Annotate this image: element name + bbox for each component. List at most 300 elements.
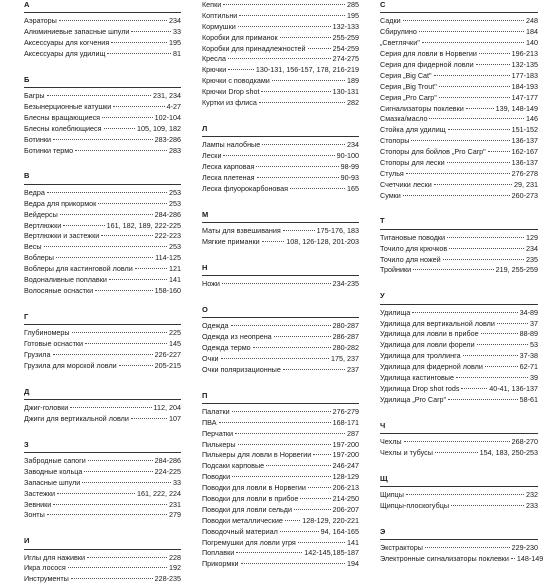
entry-pages: 225 (169, 328, 181, 338)
index-entry (380, 82, 538, 93)
entry-name: Стулья (380, 168, 404, 178)
dot-leader (280, 37, 331, 38)
index-entry (202, 87, 359, 98)
dot-leader (238, 444, 331, 445)
section-letter: Л (202, 123, 208, 133)
dot-leader (257, 177, 339, 178)
dot-leader (219, 422, 331, 423)
index-entry (202, 226, 359, 237)
index-section (380, 526, 544, 565)
entry-name: Инструменты (24, 574, 69, 584)
dot-leader (223, 4, 345, 5)
index-entry (202, 429, 359, 440)
index-entry (380, 158, 538, 169)
index-entry (202, 450, 359, 461)
entry-pages: 4-27 (166, 102, 181, 112)
dot-leader (85, 343, 167, 344)
dot-leader (98, 203, 167, 204)
entry-name: Подсаки карповые (202, 461, 265, 471)
entry-pages: 184-193 (511, 81, 538, 91)
entry-pages: 121 (169, 264, 181, 274)
entry-name: Титановые поводки (380, 232, 446, 242)
dot-leader (434, 184, 512, 185)
dot-leader (47, 95, 152, 96)
index-entry (24, 478, 181, 489)
dot-leader (477, 344, 528, 345)
index-section (380, 216, 538, 276)
entry-pages: 151-152 (511, 125, 538, 135)
index-entry (24, 489, 181, 500)
entry-name: Аксессуары для когчения (24, 38, 110, 48)
entry-pages: 136-137 (511, 136, 538, 146)
entry-name: Кормушки (202, 21, 236, 31)
entry-name: Серия „Big Cat" (380, 70, 432, 80)
section-divider (380, 304, 538, 305)
entry-pages: 253 (169, 187, 181, 197)
index-entry (202, 407, 359, 418)
dot-leader (403, 195, 510, 196)
section-letter: У (380, 291, 385, 301)
entry-name: Удилища „Pro Carp" (380, 394, 447, 404)
entry-pages: 184 (526, 27, 538, 37)
section-gap (380, 406, 538, 417)
index-entry (24, 275, 181, 286)
dot-leader (447, 162, 510, 163)
entry-pages: 255-259 (332, 32, 359, 42)
entry-pages: 148-149 (516, 553, 544, 563)
dot-leader (53, 504, 167, 505)
dot-leader (71, 578, 153, 579)
dot-leader (262, 241, 285, 242)
entry-name: Аксессуары для удилищ (24, 49, 106, 59)
entry-name: Мягкие приманки (202, 236, 260, 246)
index-entry (380, 448, 538, 459)
dot-leader (102, 117, 153, 118)
dot-leader (511, 558, 515, 559)
entry-name: Стопоры (380, 136, 410, 146)
section-gap (202, 248, 359, 259)
entry-name: Щипцы-плоскогубцы (380, 500, 449, 510)
index-section (202, 305, 359, 376)
entry-name: Смазка/масло (380, 114, 428, 124)
entry-name: Кепки (202, 0, 222, 9)
dot-leader (68, 567, 167, 568)
dot-leader (111, 42, 167, 43)
entry-name: Пилькеры (202, 439, 236, 449)
dot-leader (56, 257, 153, 258)
section-gap (202, 109, 359, 120)
dot-leader (261, 91, 330, 92)
dot-leader (95, 290, 152, 291)
index-entry (24, 350, 181, 361)
index-entry (202, 54, 359, 65)
entry-pages: 168-171 (332, 417, 359, 427)
index-entry (202, 151, 359, 162)
entry-pages: 279 (169, 510, 181, 520)
entry-name: Блесны колеблющиеся (24, 123, 102, 133)
dot-leader (476, 64, 510, 65)
section-letter: И (24, 536, 30, 546)
entry-name: Зонты (24, 510, 45, 520)
index-entry (24, 500, 181, 511)
dot-leader (101, 235, 152, 236)
entry-pages: 253 (169, 198, 181, 208)
entry-name: Удилища (380, 307, 411, 317)
entry-pages: 194 (347, 559, 359, 569)
index-entry (202, 418, 359, 429)
dot-leader (283, 369, 345, 370)
dot-leader (241, 563, 346, 564)
entry-name: Грузила для морской ловли (24, 360, 117, 370)
entry-name: Леска флуорокарбоновая (202, 183, 289, 193)
index-entry (202, 494, 359, 505)
dot-leader (422, 42, 524, 43)
section-gap (202, 376, 359, 387)
entry-pages: 139, 148-149 (495, 103, 538, 113)
entry-pages: 130-131 (332, 87, 359, 97)
section-letter: Ч (380, 420, 386, 430)
entry-pages: 283-286 (154, 134, 181, 144)
entry-name: Безынерционные катушки (24, 102, 112, 112)
index-entry (24, 286, 181, 297)
dot-leader (413, 269, 493, 270)
entry-name: Коптильни (202, 10, 238, 20)
index-entry (380, 244, 538, 255)
dot-leader (131, 418, 167, 419)
entry-name: Сигнализаторы поклевки (380, 103, 464, 113)
index-section (380, 474, 538, 512)
dot-leader (485, 366, 518, 367)
dot-leader (463, 355, 518, 356)
index-entry (24, 264, 181, 275)
dot-leader (72, 332, 167, 333)
index-entry (380, 93, 538, 104)
entry-pages: 206-213 (332, 483, 359, 493)
index-section (24, 312, 181, 372)
entry-pages: 154, 183, 250-253 (479, 447, 538, 457)
dot-leader (272, 80, 345, 81)
index-entry (202, 559, 359, 570)
entry-pages: 112, 204 (153, 402, 181, 412)
section-letter: Н (202, 262, 208, 272)
index-section (24, 387, 181, 425)
entry-name: Глубиномеры (24, 328, 70, 338)
entry-name: Чехлы и тубусы (380, 447, 433, 457)
entry-name: Заводные кольца (24, 466, 83, 476)
entry-name: Прикормки (202, 559, 239, 569)
entry-pages: 219, 255-259 (495, 265, 538, 275)
dot-leader (84, 471, 152, 472)
dot-leader (313, 454, 330, 455)
dot-leader (406, 494, 524, 495)
entry-pages: 147-177 (511, 92, 538, 102)
entry-name: Счетчики лески (380, 179, 432, 189)
section-divider (24, 184, 181, 185)
entry-name: Грузила (24, 349, 51, 359)
dot-leader (280, 531, 319, 532)
dot-leader (429, 118, 524, 119)
index-entry (202, 354, 359, 365)
dot-leader (439, 86, 510, 87)
index-entry (380, 114, 538, 125)
entry-pages: 285 (347, 0, 359, 9)
section-divider (380, 12, 538, 13)
entry-pages: 37-38 (519, 351, 538, 361)
section-letter: Д (24, 386, 30, 396)
entry-name: Удилища для фидерной ловли (380, 362, 483, 372)
index-entry (202, 65, 359, 76)
entry-name: Ведра для прикормок (24, 198, 97, 208)
index-entry (202, 44, 359, 55)
entry-name: Джиги для вертикальной ловли (24, 413, 129, 423)
entry-name: ПВА (202, 417, 217, 427)
entry-name: Лески (202, 151, 222, 161)
entry-pages: 228 (169, 552, 181, 562)
dot-leader (232, 411, 331, 412)
dot-leader (232, 476, 331, 477)
entry-name: Удилища для ловли в прибое (380, 329, 479, 339)
index-entry (202, 505, 359, 516)
dot-leader (228, 58, 331, 59)
index-entry (24, 16, 181, 27)
dot-leader (300, 498, 330, 499)
section-letter: С (380, 0, 386, 9)
dot-leader (448, 129, 510, 130)
dot-leader (447, 237, 524, 238)
section-gap (380, 512, 538, 523)
entry-pages: 234 (347, 140, 359, 150)
index-section (202, 263, 359, 290)
index-section (202, 0, 359, 109)
dot-leader (231, 325, 331, 326)
index-entry (202, 527, 359, 538)
entry-pages: 189 (347, 76, 359, 86)
entry-pages: 128-129, 220-221 (302, 515, 359, 525)
entry-pages: 88-89 (519, 329, 538, 339)
entry-name: Поводки для ловли сельди (202, 504, 292, 514)
entry-pages: 175-176, 183 (316, 225, 359, 235)
index-entry (202, 461, 359, 472)
entry-name: Серия „Pro Carp" (380, 92, 437, 102)
index-entry (202, 538, 359, 549)
entry-name: Коробки для принадлежностей (202, 43, 306, 53)
section-gap (24, 157, 181, 168)
index-entry (24, 339, 181, 350)
dot-leader (466, 108, 494, 109)
entry-name: Одежда термо (202, 342, 251, 352)
entry-name: Поводочный материал (202, 526, 278, 536)
dot-leader (82, 482, 171, 483)
index-entry (380, 16, 538, 27)
index-section (380, 421, 538, 459)
entry-pages: 246-247 (332, 461, 359, 471)
entry-pages: 136-137 (511, 157, 538, 167)
entry-pages: 268-270 (511, 436, 538, 446)
entry-name: Удилища для вертикальной ловли (380, 318, 495, 328)
entry-pages: 287 (347, 428, 359, 438)
dot-leader (290, 188, 345, 189)
section-letter: Б (24, 74, 30, 84)
dot-leader (221, 358, 330, 359)
entry-pages: 53 (530, 340, 538, 350)
entry-pages: 62-71 (519, 362, 538, 372)
entry-pages: 94, 164-165 (320, 526, 359, 536)
section-divider (380, 486, 538, 487)
section-divider (380, 229, 538, 230)
index-section (24, 536, 181, 585)
entry-name: Ножи (202, 278, 220, 288)
entry-pages: 132-133 (332, 21, 359, 31)
index-entry (202, 11, 359, 22)
index-entry (380, 191, 538, 202)
section-gap (24, 425, 181, 436)
dot-leader (131, 31, 171, 32)
entry-pages: 33 (173, 477, 181, 487)
entry-name: Садки (380, 16, 401, 26)
index-entry (24, 146, 181, 157)
entry-name: Забродные сапоги (24, 455, 86, 465)
entry-name: Палатки (202, 406, 230, 416)
index-section (24, 440, 181, 522)
dot-leader (481, 333, 518, 334)
section-letter: Г (24, 311, 29, 321)
entry-pages: 229-230 (511, 543, 538, 553)
dot-leader (403, 20, 524, 21)
dot-leader (53, 139, 153, 140)
index-entry (380, 180, 538, 191)
entry-pages: 234 (526, 243, 538, 253)
dot-leader (448, 399, 518, 400)
entry-pages: 196-213 (511, 49, 538, 59)
index-entry (380, 340, 538, 351)
index-entry (380, 437, 538, 448)
entry-name: Лампы налобные (202, 140, 261, 150)
index-entry (380, 125, 538, 136)
section-gap (380, 276, 538, 287)
index-entry (380, 27, 538, 38)
entry-pages: 39 (530, 373, 538, 382)
entry-pages: 161, 182, 189, 222-225 (106, 220, 181, 230)
index-entry (202, 321, 359, 332)
dot-leader (253, 347, 331, 348)
dot-leader (497, 323, 528, 324)
entry-name: Удилища для ловли форели (380, 340, 475, 350)
entry-name: Сбирулино (380, 27, 417, 37)
dot-leader (435, 452, 478, 453)
entry-pages: 231 (169, 499, 181, 509)
entry-name: Чехлы (380, 436, 402, 446)
index-section (380, 291, 538, 405)
index-entry (24, 27, 181, 38)
entry-name: Вертлюжки и застежки (24, 231, 100, 241)
dot-leader (479, 53, 510, 54)
index-section (202, 391, 359, 571)
dot-leader (135, 268, 167, 269)
index-entry (380, 362, 538, 373)
index-entry (202, 365, 359, 376)
entry-pages: 132-135 (511, 59, 538, 69)
dot-leader (53, 354, 153, 355)
entry-name: Готовые оснастки (24, 338, 84, 348)
section-divider (380, 539, 538, 540)
entry-pages: 197-200 (332, 450, 359, 460)
dot-leader (235, 433, 345, 434)
index-entry (24, 113, 181, 124)
entry-pages: 130-131, 156-157, 178, 216-219 (255, 65, 359, 75)
entry-name: Стопоры для лески (380, 157, 445, 167)
index-entry (380, 255, 538, 266)
section-gap (24, 297, 181, 308)
entry-pages: 29, 231 (514, 179, 538, 189)
entry-pages: 206-207 (332, 504, 359, 514)
index-entry (24, 328, 181, 339)
index-column-2 (202, 0, 359, 570)
dot-leader (425, 547, 510, 548)
dot-leader (222, 283, 331, 284)
entry-pages: 195 (169, 38, 181, 48)
index-entry (380, 38, 538, 49)
index-entry (24, 414, 181, 425)
index-entry (202, 22, 359, 33)
index-section (202, 210, 359, 248)
dot-leader (449, 248, 524, 249)
index-entry (24, 199, 181, 210)
index-section (24, 171, 181, 296)
section-gap (380, 202, 538, 213)
index-entry (202, 472, 359, 483)
index-entry (24, 510, 181, 521)
dot-leader (266, 465, 330, 466)
entry-name: Очки поляризационные (202, 364, 281, 374)
section-divider (202, 275, 359, 276)
entry-pages: 224-225 (154, 466, 181, 476)
entry-name: Куртки из флиса (202, 98, 257, 108)
entry-pages: 237 (347, 364, 359, 374)
index-entry (380, 71, 538, 82)
section-divider (202, 317, 359, 318)
section-letter: О (202, 304, 208, 314)
index-entry (24, 49, 181, 60)
entry-name: Серия „Big Trout" (380, 81, 437, 91)
index-entry (380, 319, 538, 330)
dot-leader (228, 69, 254, 70)
index-entry (24, 38, 181, 49)
dot-leader (456, 377, 528, 378)
dot-leader (107, 53, 171, 54)
dot-leader (113, 106, 164, 107)
entry-pages: 282 (347, 98, 359, 108)
index-entry (24, 361, 181, 372)
entry-pages: 228-235 (154, 574, 181, 584)
index-entry (24, 242, 181, 253)
entry-pages: 286-287 (332, 332, 359, 342)
index-entry (202, 483, 359, 494)
entry-name: Джиг-головки (24, 402, 69, 412)
index-entry (380, 169, 538, 180)
section-divider (24, 324, 181, 325)
section-gap (202, 195, 359, 206)
index-entry (202, 343, 359, 354)
section-letter: П (202, 390, 208, 400)
index-entry (24, 91, 181, 102)
index-entry (380, 308, 538, 319)
index-entry (24, 124, 181, 135)
entry-pages: 37 (530, 318, 538, 328)
index-entry (380, 233, 538, 244)
entry-name: Точило для ножей (380, 254, 441, 264)
entry-pages: 33 (173, 27, 181, 37)
entry-pages: 129 (526, 232, 538, 242)
